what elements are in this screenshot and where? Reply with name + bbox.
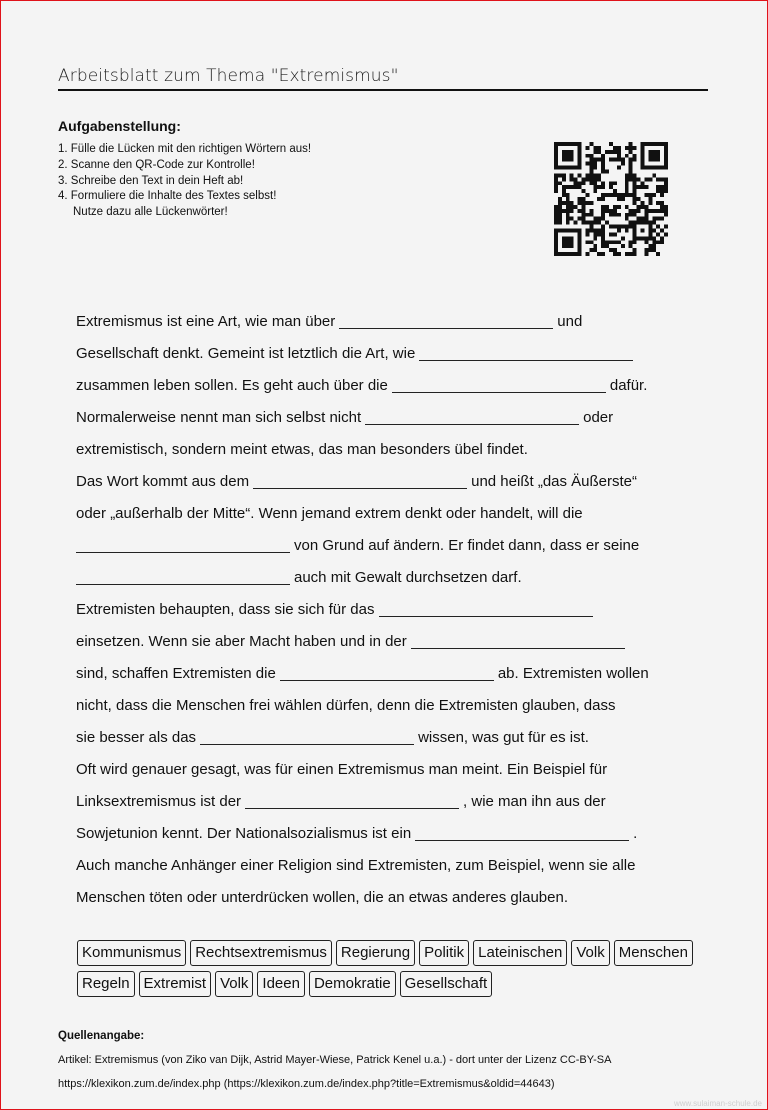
watermark: www.sulaiman-schule.de	[673, 1099, 762, 1108]
word-bank	[77, 940, 697, 997]
cloze-text-segment: dafür.	[609, 377, 648, 394]
cloze-text-segment: Auch manche Anhänger einer Religion sind Extremisten, zum Beispiel, wenn sie alle	[76, 857, 636, 874]
cloze-text-segment: und heißt „das Äußerste“	[471, 473, 638, 490]
word-card[interactable]: Kommunismus	[77, 940, 186, 966]
cloze-text-segment: Extremisten behaupten, dass sie sich für das	[76, 601, 375, 618]
word-card[interactable]: Menschen	[614, 940, 693, 966]
word-card[interactable]: Politik	[419, 940, 469, 966]
blank-field[interactable]	[365, 406, 579, 425]
cloze-text-segment: , wie man ihn aus der	[463, 793, 606, 810]
cloze-text-segment: oder „außerhalb der Mitte“. Wenn jemand extrem denkt oder handelt, will die	[76, 505, 583, 522]
cloze-text-segment: Gesellschaft denkt. Gemeint ist letztlich die Art, wie	[76, 345, 416, 362]
cloze-text-segment: Extremismus ist eine Art, wie man über	[76, 313, 336, 330]
blank-field[interactable]	[200, 726, 414, 745]
cloze-text-segment: oder	[583, 409, 614, 426]
word-card[interactable]: Volk	[215, 971, 253, 997]
cloze-text-segment: und	[557, 313, 583, 330]
cloze-text-segment: sind, schaffen Extremisten die	[76, 665, 276, 682]
cloze-text-segment: .	[633, 825, 638, 842]
blank-field[interactable]	[76, 566, 290, 585]
cloze-text-segment: sie besser als das	[76, 729, 197, 746]
cloze-text-segment: zusammen leben sollen. Es geht auch über die	[76, 377, 388, 394]
sources-heading: Quellenangabe:	[58, 1030, 145, 1042]
word-card[interactable]: Regierung	[336, 940, 415, 966]
task-heading: Aufgabenstellung:	[58, 118, 181, 134]
word-card[interactable]: Lateinischen	[473, 940, 567, 966]
cloze-text-segment: Linksextremismus ist der	[76, 793, 242, 810]
cloze-text-segment: einsetzen. Wenn sie aber Macht haben und in der	[76, 633, 407, 650]
blank-field[interactable]	[392, 374, 606, 393]
blank-field[interactable]	[379, 598, 593, 617]
task-item: 1. Fülle die Lücken mit den richtigen Wörtern aus!	[58, 143, 312, 155]
task-item: 2. Scanne den QR-Code zur Kontrolle!	[58, 158, 255, 171]
task-item: Nutze dazu alle Lückenwörter!	[73, 206, 228, 219]
page-title: Arbeitsblatt zum Thema "Extremismus"	[58, 66, 399, 86]
cloze-text-segment: wissen, was gut für es ist.	[418, 729, 589, 746]
qr-code[interactable]	[554, 142, 668, 256]
word-card[interactable]: Demokratie	[309, 971, 396, 997]
word-card[interactable]: Extremist	[139, 971, 212, 997]
cloze-text-segment: von Grund auf ändern. Er findet dann, dass er seine	[294, 537, 640, 554]
cloze-text-segment: ab. Extremisten wollen	[497, 665, 649, 682]
cloze-text-segment: auch mit Gewalt durchsetzen darf.	[294, 569, 522, 586]
cloze-text-segment: Normalerweise nennt man sich selbst nicht	[76, 409, 362, 426]
blank-field[interactable]	[415, 822, 629, 841]
blank-field[interactable]	[76, 534, 290, 553]
word-card[interactable]: Ideen	[257, 971, 305, 997]
blank-field[interactable]	[339, 310, 553, 329]
blank-field[interactable]	[253, 470, 467, 489]
source-url[interactable]: https://klexikon.zum.de/index.php (https://klexikon.zum.de/index.php?title=Extremismus&oldid=44643)	[58, 1078, 555, 1090]
title-divider	[58, 89, 708, 91]
blank-field[interactable]	[411, 630, 625, 649]
source-citation: Artikel: Extremismus (von Ziko van Dijk, Astrid Mayer-Wiese, Patrick Kenel u.a.) - dort unter der Lizenz CC-BY-SA	[58, 1054, 612, 1066]
sources-section	[58, 1024, 611, 1096]
blank-field[interactable]	[419, 342, 633, 361]
cloze-text	[76, 306, 716, 914]
task-list	[58, 142, 311, 221]
cloze-text-segment: Das Wort kommt aus dem	[76, 473, 250, 490]
word-card[interactable]: Rechtsextremismus	[190, 940, 332, 966]
cloze-text-segment: Oft wird genauer gesagt, was für einen Extremismus man meint. Ein Beispiel für	[76, 761, 608, 778]
blank-field[interactable]	[280, 662, 494, 681]
word-card[interactable]: Regeln	[77, 971, 135, 997]
blank-field[interactable]	[245, 790, 459, 809]
task-item: 4. Formuliere die Inhalte des Textes selbst!	[58, 190, 277, 203]
word-card[interactable]: Volk	[571, 940, 609, 966]
cloze-text-segment: Menschen töten oder unterdrücken wollen, die an etwas anderes glauben.	[76, 889, 568, 906]
cloze-text-segment: nicht, dass die Menschen frei wählen dürfen, denn die Extremisten glauben, dass	[76, 697, 616, 714]
word-card[interactable]: Gesellschaft	[400, 971, 493, 997]
task-item: 3. Schreibe den Text in dein Heft ab!	[58, 174, 244, 187]
cloze-text-segment: Sowjetunion kennt. Der Nationalsozialismus ist ein	[76, 825, 412, 842]
cloze-text-segment: extremistisch, sondern meint etwas, das man besonders übel findet.	[76, 441, 528, 458]
